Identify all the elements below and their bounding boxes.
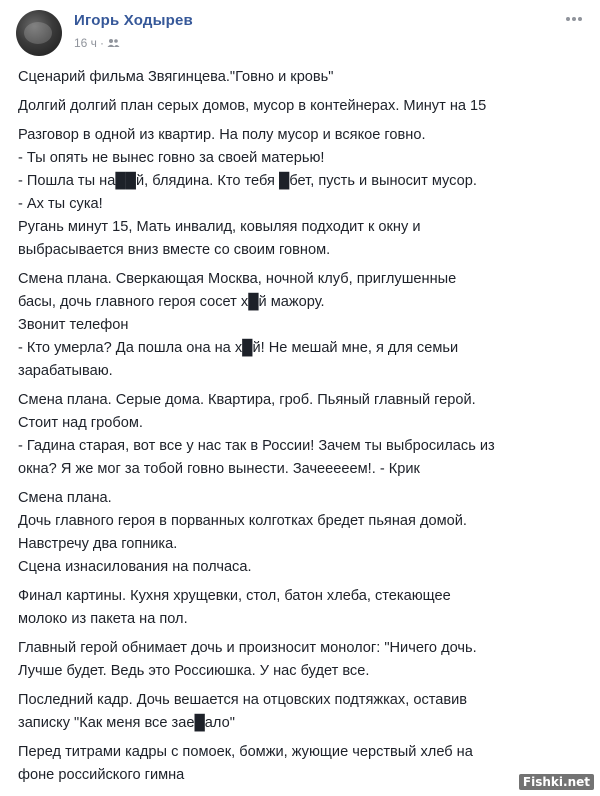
text-line: - Ах ты сука! xyxy=(18,196,103,212)
text-line: Разговор в одной из квартир. На полу мусор и всякое говно. xyxy=(18,127,426,143)
text-line: Навстречу два гопника. xyxy=(18,536,178,552)
avatar[interactable] xyxy=(16,10,62,56)
more-options-icon[interactable] xyxy=(564,14,584,24)
post-paragraph xyxy=(18,637,584,683)
text-line: Стоит над гробом. xyxy=(18,415,143,431)
post-paragraph xyxy=(18,585,584,631)
post-paragraph xyxy=(18,66,584,89)
text-line: Смена плана. xyxy=(18,490,112,506)
post-paragraph xyxy=(18,389,584,481)
text-line: Смена плана. Серые дома. Квартира, гроб. Пьяный главный герой. xyxy=(18,392,476,408)
post-paragraph xyxy=(18,95,584,118)
text-line: Смена плана. Сверкающая Москва, ночной клуб, приглушенные xyxy=(18,271,457,287)
text-line: Главный герой обнимает дочь и произносит монолог: "Ничего дочь. xyxy=(18,640,477,656)
watermark: Fishki.net xyxy=(519,774,594,790)
text-line: - Гадина старая, вот все у нас так в России! Зачем ты выбросилась из xyxy=(18,438,495,454)
post-text xyxy=(18,66,584,793)
text-line: Финал картины. Кухня хрущевки, стол, батон хлеба, стекающее xyxy=(18,588,451,604)
text-line: Ругань минут 15, Мать инвалид, ковыляя подходит к окну и xyxy=(18,219,421,235)
text-line: Перед титрами кадры с помоек, бомжи, жующие черствый хлеб на xyxy=(18,744,473,760)
text-line: - Пошла ты на██й, блядина. Кто тебя █бет, пусть и выносит мусор. xyxy=(18,173,477,189)
text-line: - Кто умерла? Да пошла она на х█й! Не мешай мне, я для семьи xyxy=(18,340,459,356)
post-time[interactable]: 16 ч xyxy=(74,36,97,50)
meta-separator: · xyxy=(99,36,104,50)
text-line: Сценарий фильма Звягинцева."Говно и кровь" xyxy=(18,69,334,85)
friends-icon[interactable] xyxy=(107,38,120,48)
text-line: записку "Как меня все зае█ало" xyxy=(18,715,235,731)
post-paragraph xyxy=(18,689,584,735)
text-line: выбрасывается вниз вместе со своим говном. xyxy=(18,242,331,258)
text-line: басы, дочь главного героя сосет х█й мажору. xyxy=(18,294,325,310)
text-line: Лучше будет. Ведь это Россиюшка. У нас будет все. xyxy=(18,663,370,679)
text-line: зарабатываю. xyxy=(18,363,113,379)
text-line: Долгий долгий план серых домов, мусор в контейнерах. Минут на 15 xyxy=(18,98,487,114)
post-paragraph xyxy=(18,124,584,262)
text-line: молоко из пакета на пол. xyxy=(18,611,188,627)
post-meta xyxy=(74,36,120,50)
text-line: Звонит телефон xyxy=(18,317,129,333)
post-paragraph xyxy=(18,268,584,383)
text-line: Сцена изнасилования на полчаса. xyxy=(18,559,252,575)
post-paragraph xyxy=(18,741,584,787)
text-line: фоне российского гимна xyxy=(18,767,185,783)
post-paragraph xyxy=(18,487,584,579)
post-header xyxy=(16,8,584,58)
text-line: Дочь главного героя в порванных колготках бредет пьяная домой. xyxy=(18,513,467,529)
author-name[interactable]: Игорь Ходырев xyxy=(74,12,193,29)
text-line: - Ты опять не вынес говно за своей матерью! xyxy=(18,150,325,166)
text-line: Последний кадр. Дочь вешается на отцовских подтяжках, оставив xyxy=(18,692,468,708)
text-line: окна? Я же мог за тобой говно вынести. Зачеееeем!. - Крик xyxy=(18,461,420,477)
